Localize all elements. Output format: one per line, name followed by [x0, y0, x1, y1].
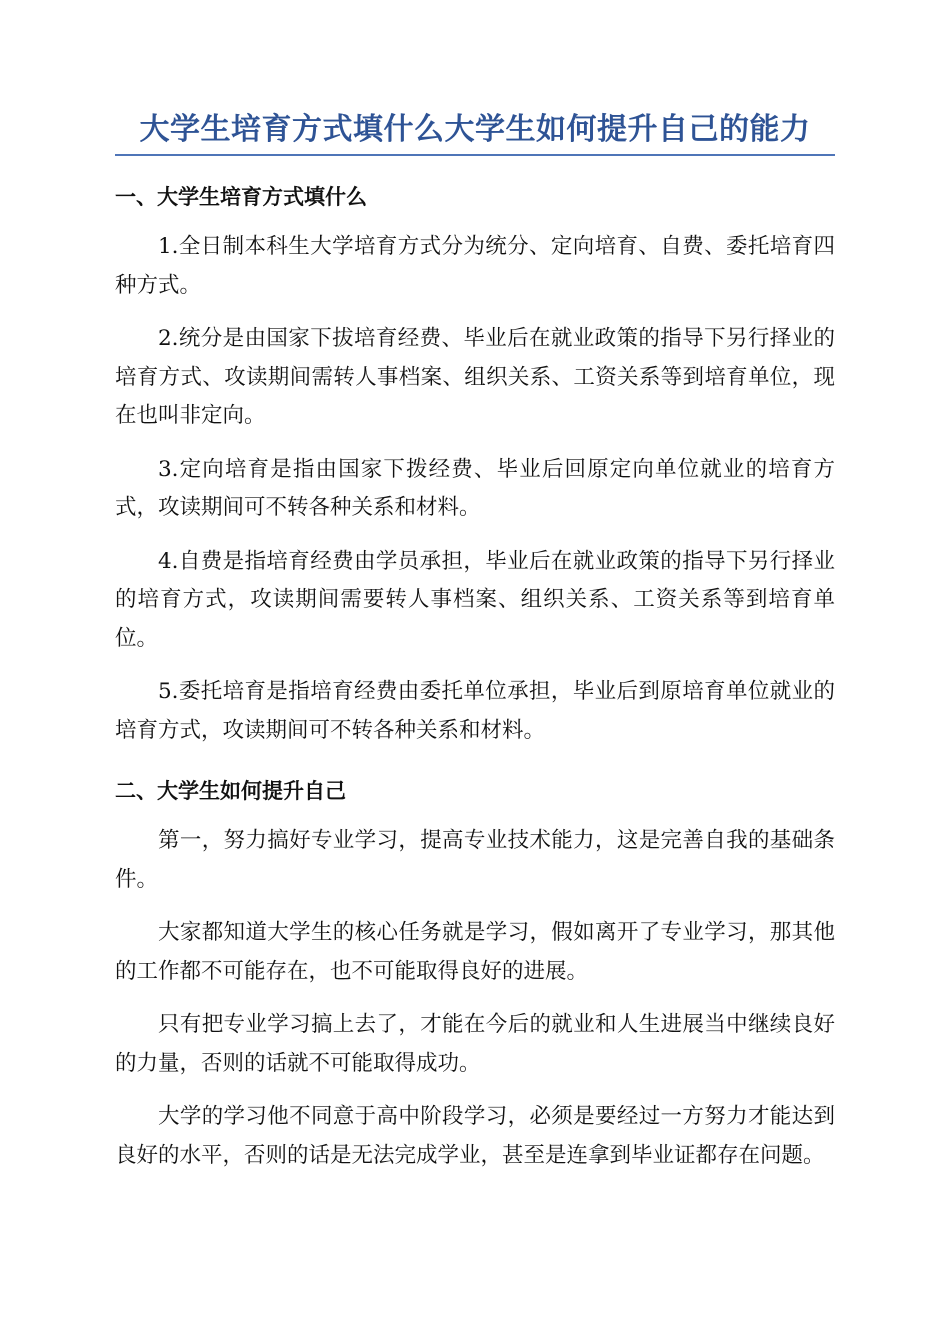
paragraph: 4.自费是指培育经费由学员承担，毕业后在就业政策的指导下另行择业的培育方式，攻读期间需要转人事档案、组织关系、工资关系等到培育单位。: [115, 548, 835, 651]
section-heading: 一、大学生培育方式填什么: [115, 185, 367, 209]
paragraph: 只有把专业学习搞上去了，才能在今后的就业和人生进展当中继续良好的力量，否则的话就不可能取得成功。: [115, 1012, 835, 1076]
paragraph: 5.委托培育是指培育经费由委托单位承担，毕业后到原培育单位就业的培育方式，攻读期间可不转各种关系和材料。: [115, 679, 835, 743]
paragraph: 3.定向培育是指由国家下拨经费、毕业后回原定向单位就业的培育方式，攻读期间可不转各种关系和材料。: [115, 456, 835, 520]
document-page: [115, 108, 835, 1175]
section-1: [115, 180, 835, 750]
paragraph: 1.全日制本科生大学培育方式分为统分、定向培育、自费、委托培育四种方式。: [115, 234, 835, 298]
paragraph: 大家都知道大学生的核心任务就是学习，假如离开了专业学习，那其他的工作都不可能存在，也不可能取得良好的进展。: [115, 920, 835, 984]
document-title: 大学生培育方式填什么大学生如何提升自己的能力: [115, 108, 835, 156]
paragraph: 2.统分是由国家下拔培育经费、毕业后在就业政策的指导下另行择业的培育方式、攻读期间需转人事档案、组织关系、工资关系等到培育单位，现在也叫非定向。: [115, 326, 835, 428]
section-heading: 二、大学生如何提升自己: [115, 779, 346, 803]
paragraph: 第一，努力搞好专业学习，提高专业技术能力，这是完善自我的基础条件。: [115, 828, 835, 892]
paragraph: 大学的学习他不同意于高中阶段学习，必须是要经过一方努力才能达到良好的水平，否则的话是无法完成学业，甚至是连拿到毕业证都存在问题。: [115, 1104, 835, 1168]
section-2: [115, 774, 835, 1175]
